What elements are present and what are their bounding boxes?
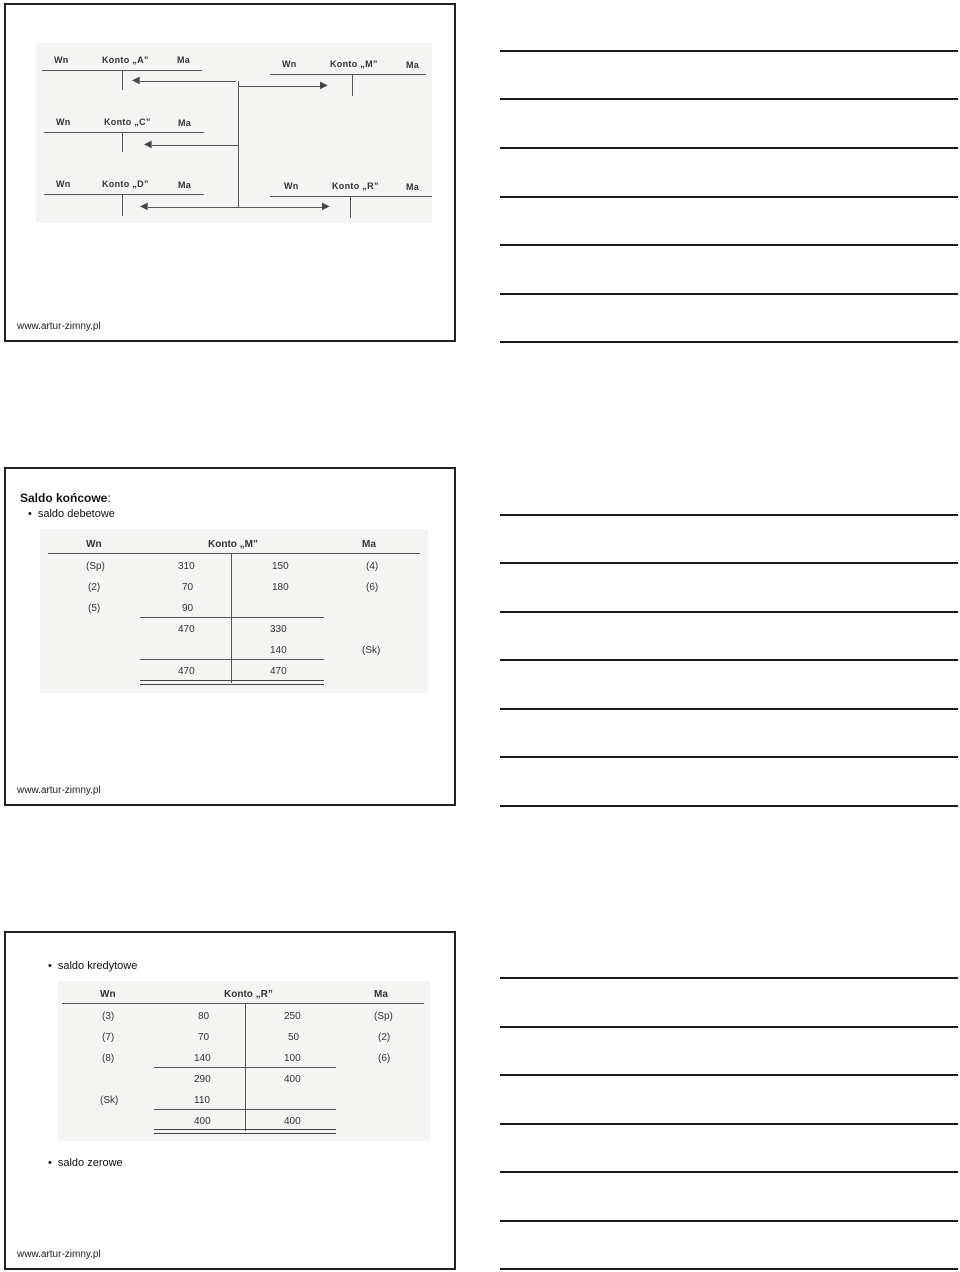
slide-saldo-debetowe: [4, 467, 456, 806]
credit-value: 180: [272, 582, 289, 593]
final-debit: 470: [178, 666, 195, 677]
row-label: (6): [378, 1053, 391, 1064]
account-m-table: [40, 529, 428, 693]
wn-label: Wn: [56, 117, 71, 127]
account-c-line: [44, 132, 204, 133]
row-label: (8): [102, 1053, 115, 1064]
credit-value: 100: [284, 1053, 301, 1064]
debit-value: 310: [178, 561, 195, 572]
row-label: (5): [88, 603, 101, 614]
credit-value: 50: [288, 1032, 300, 1043]
wn-header: Wn: [100, 989, 116, 1000]
konto-d-label: Konto „D”: [102, 179, 149, 189]
final-credit: 400: [284, 1116, 301, 1127]
arrow-left-icon: ◀: [144, 139, 152, 150]
note-line: [500, 98, 958, 100]
title-colon: :: [107, 491, 111, 505]
account-r-table: [58, 981, 430, 1141]
note-line: [500, 514, 958, 516]
row-label: (4): [366, 561, 379, 572]
row-label: (6): [366, 582, 379, 593]
header-rule: [62, 1003, 424, 1004]
subtotal-rule: [154, 1067, 336, 1068]
wn-header: Wn: [86, 539, 102, 550]
note-line: [500, 1026, 958, 1028]
debit-total: 470: [178, 624, 195, 635]
account-m-line: [270, 74, 426, 75]
ma-label: Ma: [177, 55, 191, 65]
debit-value: 70: [198, 1032, 210, 1043]
bullet-saldo-zerowe: • saldo zerowe: [48, 1157, 123, 1169]
arrow-right-icon: ▶: [320, 80, 328, 91]
arrow-right-icon: ▶: [322, 201, 330, 212]
account-name: Konto „M”: [208, 539, 258, 550]
final-credit: 470: [270, 666, 287, 677]
note-line: [500, 244, 958, 246]
arrow-line-m: [238, 86, 322, 87]
bullet-saldo-debetowe: • saldo debetowe: [28, 508, 115, 520]
ma-label: Ma: [406, 182, 420, 192]
arrow-left-icon: ◀: [140, 201, 148, 212]
row-label: (Sp): [86, 561, 105, 572]
ma-header: Ma: [374, 989, 388, 1000]
wn-label: Wn: [284, 181, 299, 191]
konto-c-label: Konto „C”: [104, 117, 151, 127]
note-line: [500, 147, 958, 149]
scanned-diagram: [36, 43, 432, 223]
ma-label: Ma: [178, 118, 192, 128]
konto-m-label: Konto „M”: [330, 59, 378, 69]
note-line: [500, 293, 958, 295]
note-line: [500, 1268, 958, 1270]
note-line: [500, 977, 958, 979]
account-a-divider: [122, 70, 123, 90]
note-line: [500, 1123, 958, 1125]
connector-trunk: [238, 81, 239, 207]
credit-value: 250: [284, 1011, 301, 1022]
final-debit: 400: [194, 1116, 211, 1127]
credit-total: 400: [284, 1074, 301, 1085]
arrow-line-c: [152, 145, 238, 146]
footer-url: www.artur-zimny.pl: [17, 321, 101, 332]
final-rule: [140, 659, 324, 660]
saldo-label: (Sk): [362, 645, 381, 656]
saldo-value: 140: [270, 645, 287, 656]
row-label: (2): [88, 582, 101, 593]
saldo-value: 110: [194, 1095, 210, 1106]
row-label: (Sp): [374, 1011, 393, 1022]
account-d-divider: [122, 194, 123, 216]
title-text: Saldo końcowe: [20, 491, 108, 505]
header-rule: [48, 553, 420, 554]
note-line: [500, 562, 958, 564]
account-name: Konto „R”: [224, 989, 273, 1000]
subtotal-rule: [140, 617, 324, 618]
wn-label: Wn: [54, 55, 69, 65]
arrow-line-a: [140, 81, 236, 82]
note-line: [500, 50, 958, 52]
saldo-label: (Sk): [100, 1095, 119, 1106]
ma-header: Ma: [362, 539, 376, 550]
bullet-saldo-kredytowe: • saldo kredytowe: [48, 960, 137, 972]
slide-title: [20, 491, 111, 505]
note-line: [500, 611, 958, 613]
note-line: [500, 1171, 958, 1173]
footer-url: www.artur-zimny.pl: [17, 1249, 101, 1260]
arrow-line-bottom: [148, 207, 324, 208]
row-label: (2): [378, 1032, 391, 1043]
account-m-divider: [352, 74, 353, 96]
ma-label: Ma: [406, 60, 420, 70]
konto-r-label: Konto „R”: [332, 181, 379, 191]
row-label: (3): [102, 1011, 115, 1022]
account-d-line: [44, 194, 204, 195]
double-underline: [140, 680, 324, 685]
ma-label: Ma: [178, 180, 192, 190]
arrow-left-icon: ◀: [132, 75, 140, 86]
column-divider: [231, 553, 232, 683]
slide-saldo-kredytowe: [4, 931, 456, 1270]
row-label: (7): [102, 1032, 115, 1043]
debit-value: 70: [182, 582, 194, 593]
note-line: [500, 756, 958, 758]
double-underline: [154, 1129, 336, 1134]
debit-value: 80: [198, 1011, 210, 1022]
footer-url: www.artur-zimny.pl: [17, 785, 101, 796]
account-r-divider: [350, 196, 351, 218]
note-line: [500, 196, 958, 198]
debit-value: 140: [194, 1053, 211, 1064]
credit-total: 330: [270, 624, 287, 635]
account-c-divider: [122, 132, 123, 152]
note-line: [500, 659, 958, 661]
note-line: [500, 708, 958, 710]
debit-total: 290: [194, 1074, 211, 1085]
note-line: [500, 1220, 958, 1222]
note-line: [500, 805, 958, 807]
wn-label: Wn: [56, 179, 71, 189]
credit-value: 150: [272, 561, 289, 572]
konto-a-label: Konto „A”: [102, 55, 149, 65]
wn-label: Wn: [282, 59, 297, 69]
debit-value: 90: [182, 603, 194, 614]
slide-account-diagram: [4, 3, 456, 342]
final-rule: [154, 1109, 336, 1110]
note-line: [500, 1074, 958, 1076]
note-line: [500, 341, 958, 343]
account-r-line: [270, 196, 432, 197]
